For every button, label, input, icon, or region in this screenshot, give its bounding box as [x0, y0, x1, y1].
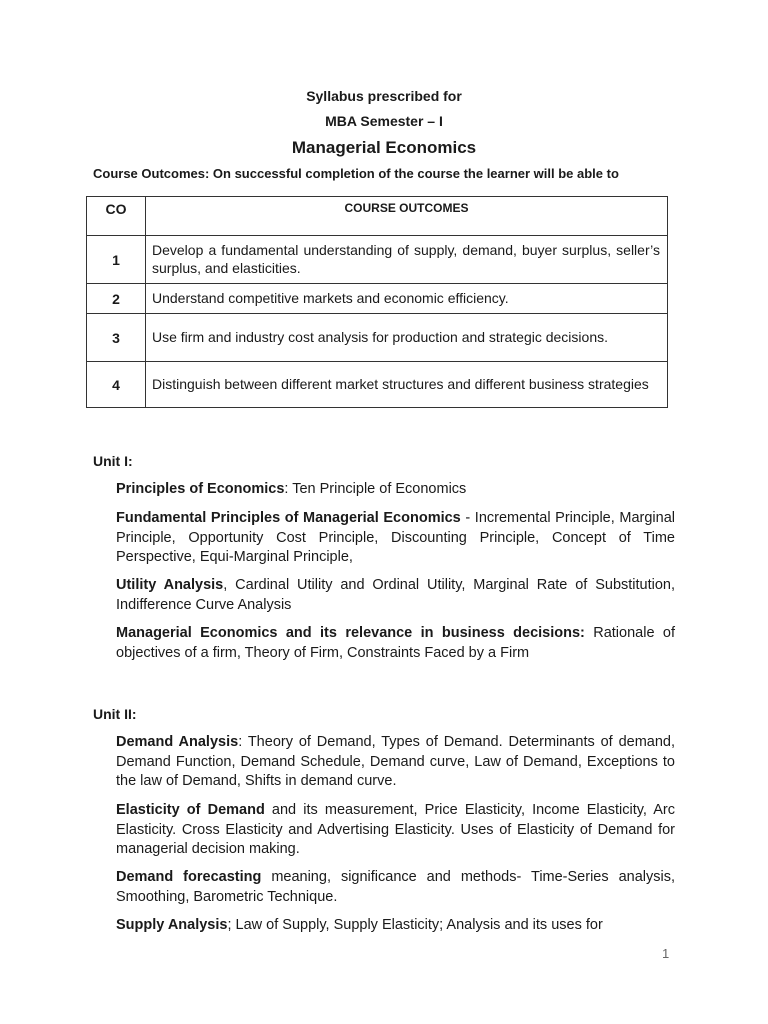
co-number: 1: [87, 236, 146, 284]
unit-1-item: [116, 480, 675, 500]
co-outcome-text: Use firm and industry cost analysis for production and strategic decisions.: [146, 314, 668, 362]
item-text: ; Law of Supply, Supply Elasticity; Analysis and its uses for: [227, 917, 603, 933]
unit-1-item: [116, 576, 675, 615]
item-text: , Cardinal Utility and Ordinal Utility, Marginal Rate of Substitution, Indifference Curve Analysis: [116, 577, 676, 613]
unit-1-heading: Unit I:: [93, 453, 133, 469]
item-term: Principles of Economics: [116, 481, 285, 497]
unit-2-item: [116, 916, 675, 936]
item-term: Demand Analysis: [116, 734, 239, 750]
unit-1-item: [116, 624, 675, 663]
unit-2-item: [116, 801, 675, 860]
course-outcomes-table: [86, 196, 668, 408]
co-outcome-text: Understand competitive markets and economic efficiency.: [146, 284, 668, 314]
unit-2-heading: Unit II:: [93, 706, 137, 722]
table-row: [87, 362, 668, 408]
course-outcomes-intro: Course Outcomes: On successful completion of the course the learner will be able to: [93, 166, 619, 181]
table-row: [87, 314, 668, 362]
item-text: Rationale of objectives of a firm, Theory of Firm, Constraints Faced by a Firm: [116, 625, 675, 661]
page-number: 1: [662, 946, 670, 961]
unit-1-item: [116, 509, 675, 568]
item-text: and its measurement, Price Elasticity, Income Elasticity, Arc Elasticity. Cross Elasticity and Advertising Elasticity. Uses of Elasticity of Demand for managerial decision making.: [116, 802, 675, 857]
table-row: [87, 236, 668, 284]
item-term: Supply Analysis: [116, 917, 228, 933]
item-term: Managerial Economics and its relevance in business decisions:: [116, 625, 585, 641]
co-number: 3: [87, 314, 146, 362]
item-term: Elasticity of Demand: [116, 802, 265, 818]
document-title: Managerial Economics: [291, 138, 477, 157]
co-number: 4: [87, 362, 146, 408]
co-number: 2: [87, 284, 146, 314]
header-line-2: MBA Semester – I: [325, 113, 443, 129]
item-term: Utility Analysis: [116, 577, 224, 593]
item-text: : Ten Principle of Economics: [284, 481, 467, 497]
item-text: meaning, significance and methods- Time-Series analysis, Smoothing, Barometric Technique.: [116, 869, 675, 905]
item-text: - Incremental Principle, Marginal Principle, Opportunity Cost Principle, Discounting Principle, Concept of Time Perspective, Equi-Marginal Principle,: [116, 510, 675, 565]
unit-2-item: [116, 868, 675, 907]
unit-2-item: [116, 733, 675, 792]
col-co-header: CO: [87, 197, 146, 236]
item-text: : Theory of Demand, Types of Demand. Determinants of demand, Demand Function, Demand Schedule, Demand curve, Law of Demand, Exceptions to the law of Demand, Shifts in demand curve.: [116, 734, 675, 789]
col-outcomes-header: COURSE OUTCOMES: [146, 197, 668, 236]
co-outcome-text: Distinguish between different market structures and different business strategies: [146, 362, 668, 408]
co-outcome-text: Develop a fundamental understanding of supply, demand, buyer surplus, seller’s surplus, and elasticities.: [146, 236, 668, 284]
item-term: Fundamental Principles of Managerial Economics: [116, 510, 461, 526]
item-term: Demand forecasting: [116, 869, 262, 885]
table-header-row: [87, 197, 668, 236]
header-line-1: Syllabus prescribed for: [306, 88, 462, 104]
table-row: [87, 284, 668, 314]
